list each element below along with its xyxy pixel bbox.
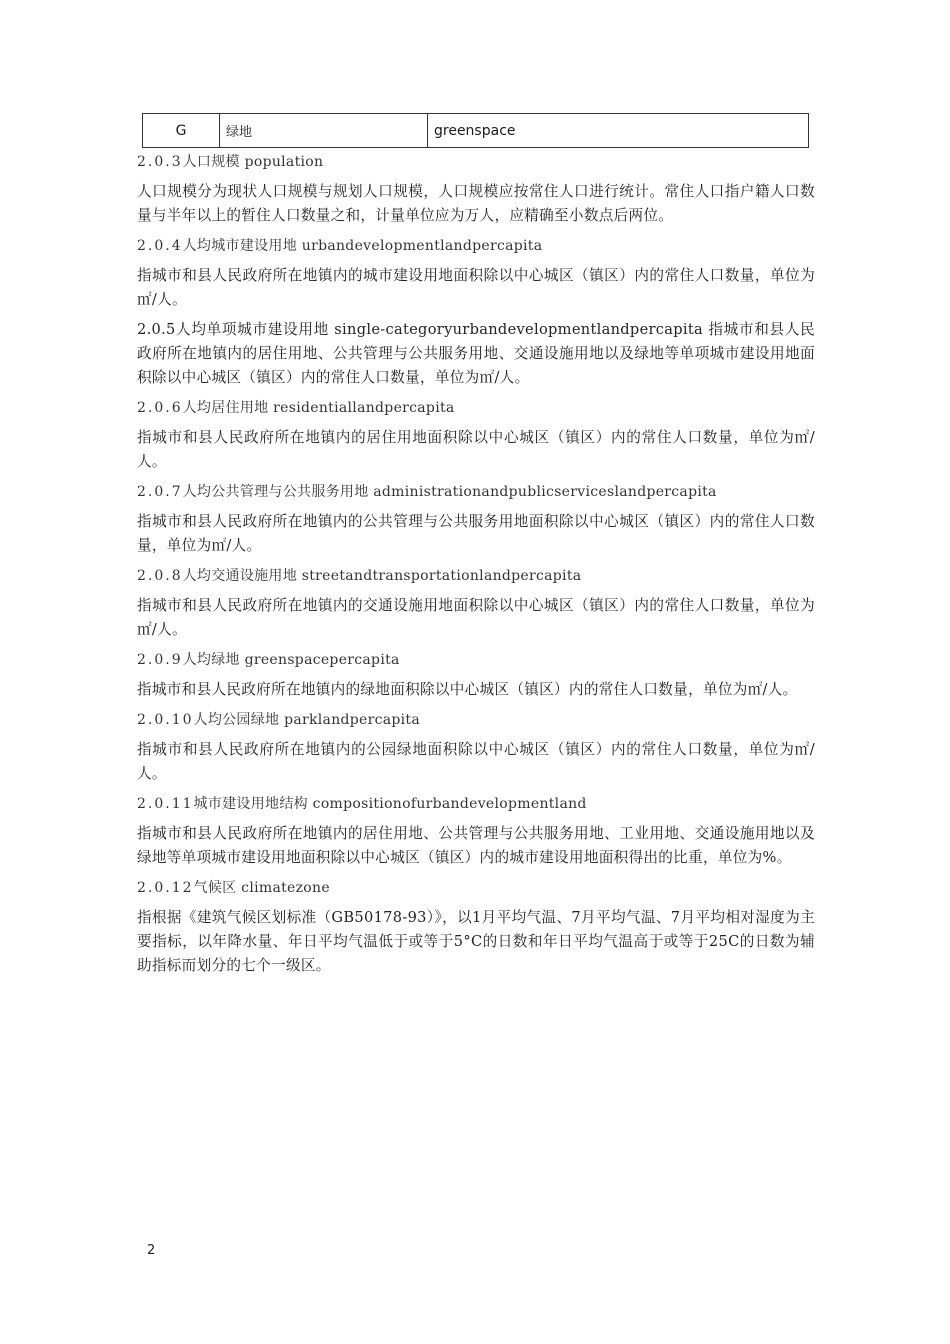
section-number: 2.0.6 [137, 400, 183, 416]
definitions-content [137, 150, 815, 984]
section-2-0-8 [137, 564, 815, 642]
section-2-0-4 [137, 234, 815, 312]
page-number: 2 [147, 1243, 156, 1258]
section-title: 人均城市建设用地 urbandevelopmentlandpercapita [182, 238, 543, 254]
section-number: 2.0.12 [137, 880, 194, 896]
section-number: 2.0.10 [137, 712, 194, 728]
section-body: 指城市和县人民政府所在地镇内的城市建设用地面积除以中心城区（镇区）内的常住人口数量，单位为㎡/人。 [137, 267, 815, 308]
section-2-0-3 [137, 150, 815, 228]
section-heading [137, 318, 815, 390]
section-heading [137, 708, 815, 732]
table-row [143, 114, 809, 148]
section-number: 2.0.8 [137, 568, 183, 584]
section-body: 指城市和县人民政府所在地镇内的公园绿地面积除以中心城区（镇区）内的常住人口数量，单位为㎡/人。 [137, 741, 815, 782]
section-body: 人口规模分为现状人口规模与规划人口规模，人口规模应按常住人口进行统计。常住人口指户籍人口数量与半年以上的暂住人口数量之和，计量单位应为万人，应精确至小数点后两位。 [137, 183, 815, 224]
section-2-0-11 [137, 792, 815, 870]
section-body: 指根据《建筑气候区划标准（GB50178-93）》，以1月平均气温、7月平均气温、7月平均相对湿度为主要指标，以年降水量、年日平均气温低于或等于5°C的日数和年日平均气温高于或等于25C的日数为辅助指标而划分的七个一级区。 [137, 909, 815, 974]
land-category-table [142, 113, 809, 148]
section-body: 指城市和县人民政府所在地镇内的居住用地、公共管理与公共服务用地、工业用地、交通设施用地以及绿地等单项城市建设用地面积除以中心城区（镇区）内的城市建设用地面积得出的比重，单位为%。 [137, 825, 815, 866]
section-body: 指城市和县人民政府所在地镇内的公共管理与公共服务用地面积除以中心城区（镇区）内的常住人口数量，单位为㎡/人。 [137, 513, 815, 554]
section-2-0-10 [137, 708, 815, 786]
section-number: 2.0.5 [137, 321, 176, 338]
section-heading [137, 480, 815, 504]
section-heading [137, 792, 815, 816]
section-body: 指城市和县人民政府所在地镇内的居住用地面积除以中心城区（镇区）内的常住人口数量，单位为㎡/人。 [137, 429, 815, 470]
section-body: 指城市和县人民政府所在地镇内的交通设施用地面积除以中心城区（镇区）内的常住人口数量，单位为㎡/人。 [137, 597, 815, 638]
section-heading [137, 150, 815, 174]
section-number: 2.0.9 [137, 652, 183, 668]
section-title: 人口规模 population [182, 154, 324, 170]
category-code-cell: G [143, 114, 220, 148]
category-name-cn-cell: 绿地 [220, 114, 428, 148]
section-heading [137, 876, 815, 900]
section-number: 2.0.11 [137, 796, 194, 812]
section-2-0-5 [137, 318, 815, 390]
section-heading [137, 648, 815, 672]
section-body: 指城市和县人民政府所在地镇内的绿地面积除以中心城区（镇区）内的常住人口数量，单位为㎡/人。 [137, 681, 798, 698]
category-name-en-cell: greenspace [428, 114, 809, 148]
section-heading [137, 396, 815, 420]
section-title: 人均公园绿地 parklandpercapita [193, 712, 421, 728]
section-heading [137, 564, 815, 588]
section-title: 气候区 climatezone [193, 880, 330, 896]
section-title: 人均公共管理与公共服务用地 administrationandpublicserviceslandpercapita [182, 484, 717, 500]
section-2-0-6 [137, 396, 815, 474]
section-title: 人均单项城市建设用地 single-categoryurbandevelopmentlandpercapita 指城市和县人民政府所在地镇内的居住用地、公共管理与公共服务用地、交通设施用地以及绿地等单项城市建设用地面积除以中心城区（镇区）内的常住人口数量，单位为㎡/人。 [137, 321, 815, 386]
section-2-0-7 [137, 480, 815, 558]
section-title: 人均居住用地 residentiallandpercapita [182, 400, 455, 416]
section-2-0-9 [137, 648, 815, 702]
section-number: 2.0.4 [137, 238, 183, 254]
section-number: 2.0.3 [137, 154, 183, 170]
section-2-0-12 [137, 876, 815, 978]
section-title: 人均绿地 greenspacepercapita [182, 652, 400, 668]
section-title: 人均交通设施用地 streetandtransportationlandpercapita [182, 568, 582, 584]
section-heading [137, 234, 815, 258]
section-title: 城市建设用地结构 compositionofurbandevelopmentland [193, 796, 587, 812]
section-number: 2.0.7 [137, 484, 183, 500]
